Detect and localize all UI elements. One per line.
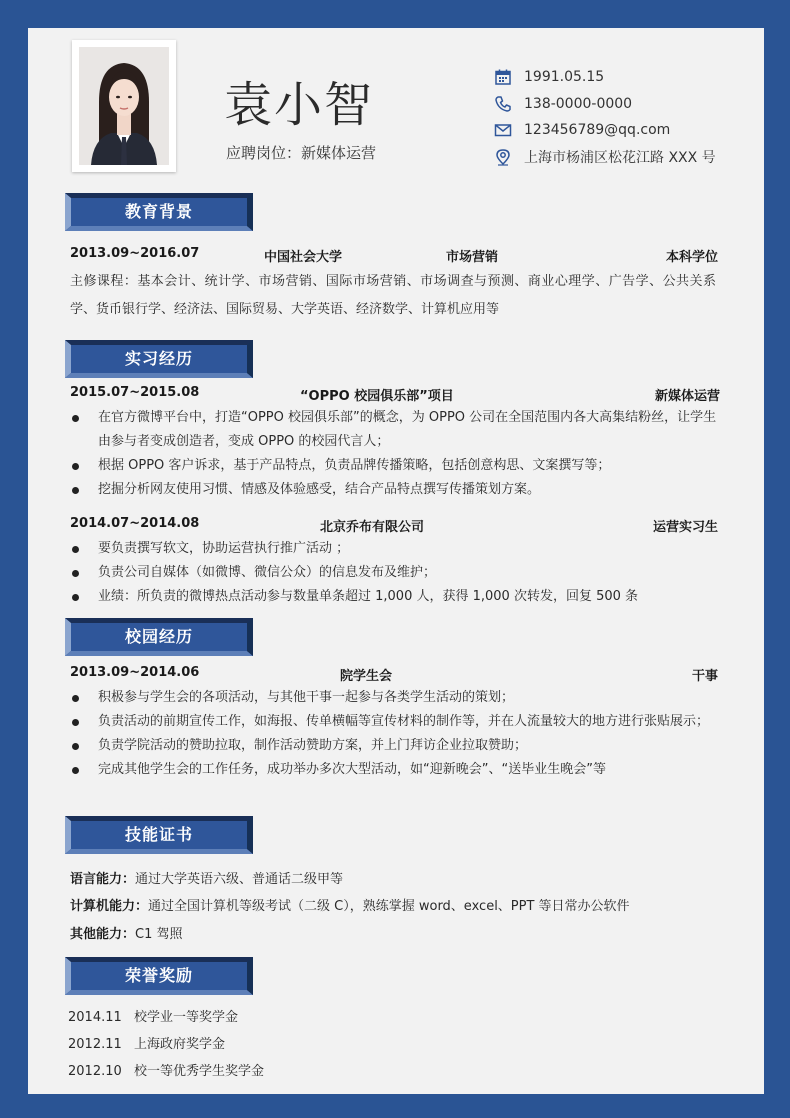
- list-item: 负责学院活动的赞助拉取，制作活动赞助方案，并上门拜访企业拉取赞助；: [70, 734, 720, 758]
- section-title: 荣誉奖励: [124, 966, 193, 985]
- skill-row-computer: [70, 895, 630, 914]
- section-header-awards: [65, 957, 255, 995]
- education-row: [70, 246, 718, 266]
- section-header-education: [65, 193, 255, 231]
- education-courses: 主修课程：基本会计、统计学、市场营销、国际市场营销、市场调查与预测、商业心理学、广告学、公共关系学、货币银行学、经济法、国际贸易、大学英语、经济数学、计算机应用等: [70, 274, 716, 317]
- candidate-name: 袁小智: [224, 77, 375, 133]
- education-school: 中国社会大学: [264, 250, 343, 265]
- list-item: 要负责撰写软文，协助运营执行推广活动 ；: [70, 537, 720, 561]
- address-text: 上海市杨浦区松花江路 XXX 号: [524, 149, 716, 166]
- skill-label: 计算机能力：: [70, 899, 149, 914]
- award-date: 2012.11: [68, 1037, 122, 1052]
- education-period: 2013.09~2016.07: [70, 246, 200, 261]
- list-item: 负责活动的前期宣传工作，如海报、传单横幅等宣传材料的制作等，并在人流量较大的地方进行张贴展示；: [70, 710, 720, 734]
- contact-birthday: [494, 64, 754, 91]
- list-item: 业绩：所负责的微博热点活动参与数量单条超过 1,000 人，获得 1,000 次转发，回复 500 条: [70, 585, 720, 609]
- award-row: [68, 1060, 264, 1079]
- internship-period: 2015.07~2015.08: [70, 385, 200, 400]
- list-item: 在官方微博平台中，打造“OPPO 校园俱乐部”的概念，为 OPPO 公司在全国范围内各大高集结粉丝，让学生由参与者变成创造者，变成 OPPO 的校园代言人；: [70, 406, 720, 454]
- phone-icon: [494, 95, 512, 113]
- internship-row-1: [70, 385, 720, 405]
- phone-text: 138-0000-0000: [524, 95, 633, 112]
- section-title: 校园经历: [124, 627, 193, 646]
- internship-2-list: [70, 537, 720, 609]
- section-header-internship: [65, 340, 255, 378]
- email-text: 123456789@qq.com: [524, 122, 671, 139]
- job-target: 应聘岗位：新媒体运营: [226, 144, 377, 162]
- campus-row: [70, 665, 718, 685]
- internship-role: 新媒体运营: [654, 389, 720, 404]
- photo-frame: [72, 40, 176, 172]
- internship-company: 北京乔布有限公司: [320, 520, 425, 535]
- campus-period: 2013.09~2014.06: [70, 665, 200, 680]
- list-item: 积极参与学生会的各项活动，与其他干事一起参与各类学生活动的策划；: [70, 686, 720, 710]
- skill-text: C1 驾照: [135, 927, 183, 942]
- skill-label: 其他能力：: [70, 927, 136, 942]
- internship-company: “OPPO 校园俱乐部”项目: [300, 389, 454, 404]
- campus-org: 院学生会: [340, 669, 393, 684]
- birthday-text: 1991.05.15: [524, 69, 605, 86]
- education-degree: 本科学位: [665, 250, 718, 265]
- list-item: 负责公司自媒体（如微博、微信公众）的信息发布及维护；: [70, 561, 720, 585]
- contact-email: [494, 117, 754, 144]
- internship-row-2: [70, 516, 718, 536]
- list-item: 完成其他学生会的工作任务，成功举办多次大型活动，如“迎新晚会”、“送毕业生晚会”等: [70, 758, 720, 782]
- location-pin-icon: [494, 148, 512, 166]
- contact-block: [494, 64, 754, 170]
- envelope-icon: [494, 121, 512, 139]
- award-name: 上海政府奖学金: [134, 1037, 226, 1052]
- section-header-skills: [65, 816, 255, 854]
- campus-role: 干事: [691, 669, 718, 684]
- section-title: 实习经历: [124, 349, 193, 368]
- award-name: 校学业一等奖学金: [134, 1010, 239, 1025]
- award-date: 2014.11: [68, 1010, 122, 1025]
- skill-text: 通过大学英语六级、普通话二级甲等: [135, 872, 344, 887]
- section-title: 教育背景: [124, 202, 193, 221]
- profile-photo: [79, 47, 169, 165]
- calendar-icon: [494, 68, 512, 86]
- award-date: 2012.10: [68, 1064, 122, 1079]
- contact-phone: [494, 91, 754, 118]
- skill-label: 语言能力：: [70, 872, 136, 887]
- internship-period: 2014.07~2014.08: [70, 516, 200, 531]
- award-row: [68, 1006, 238, 1025]
- education-major: 市场营销: [446, 250, 499, 265]
- internship-1-list: [70, 406, 720, 502]
- skill-text: 通过全国计算机等级考试（二级 C），熟练掌握 word、excel、PPT 等日常办公软件: [148, 899, 630, 914]
- internship-role: 运营实习生: [652, 520, 718, 535]
- campus-list: [70, 686, 720, 782]
- list-item: 根据 OPPO 客户诉求，基于产品特点，负责品牌传播策略，包括创意构思、文案撰写等；: [70, 454, 720, 478]
- skill-row-language: [70, 868, 343, 887]
- award-row: [68, 1033, 225, 1052]
- award-name: 校一等优秀学生奖学金: [134, 1064, 265, 1079]
- contact-address: [494, 144, 754, 171]
- list-item: 挖掘分析网友使用习惯、情感及体验感受，结合产品特点撰写传播策划方案。: [70, 478, 720, 502]
- section-header-campus: [65, 618, 255, 656]
- resume-page: [28, 28, 764, 1094]
- section-title: 技能证书: [124, 825, 193, 844]
- skill-row-other: [70, 923, 183, 942]
